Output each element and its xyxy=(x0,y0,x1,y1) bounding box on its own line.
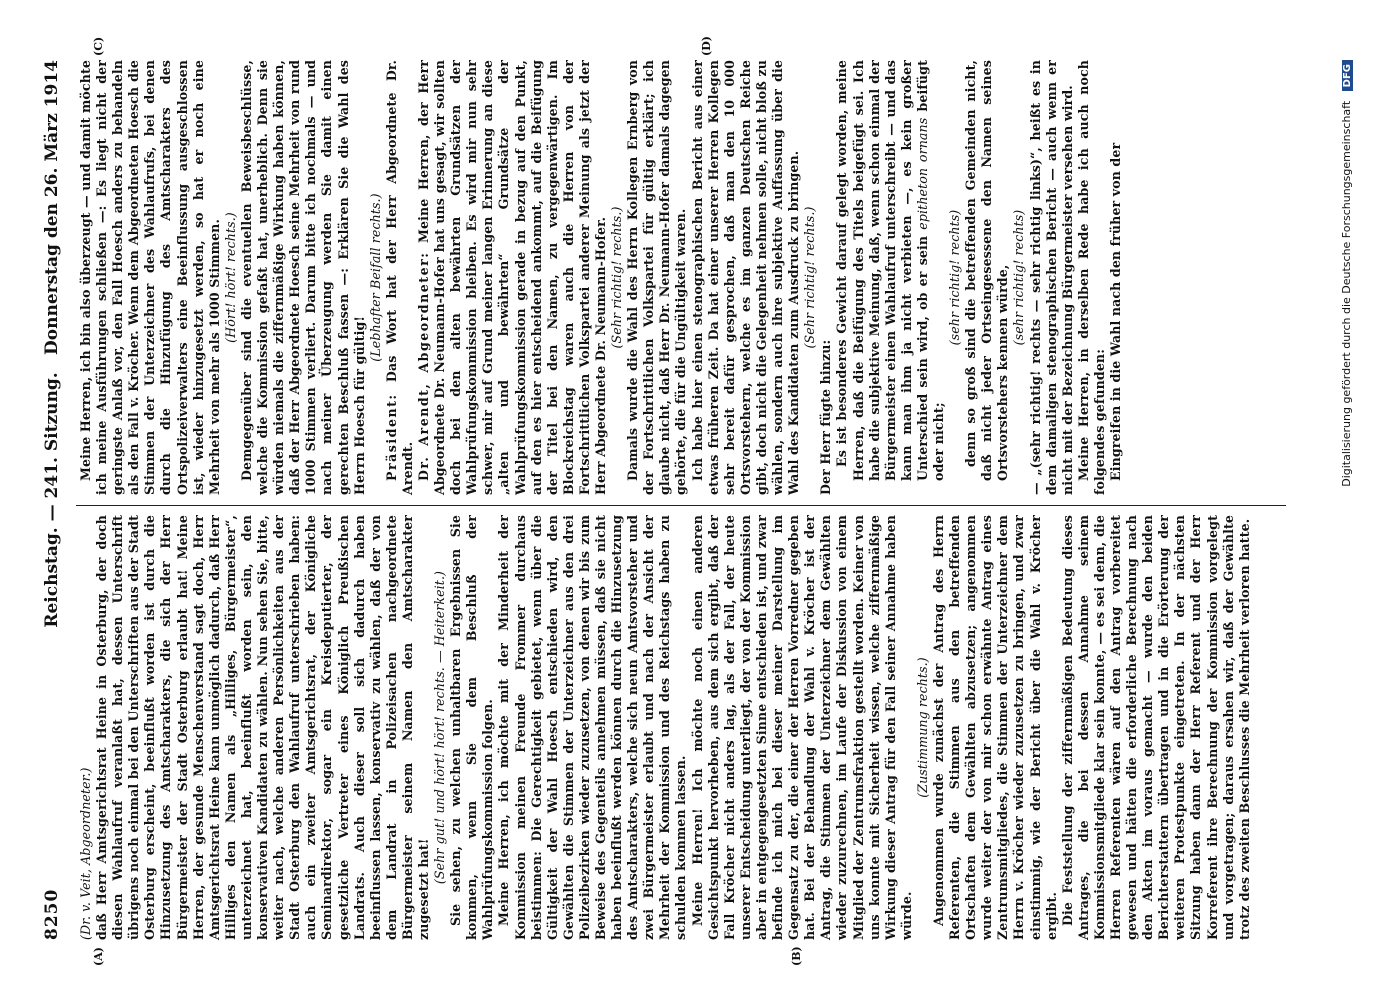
quotation: — „(sehr richtig! rechts — sehr richtig links)“, heißt es in dem damaligen stenographischen Bericht — auch wenn er nicht mit der Bezeichnung Bürgermeister versehen wird. xyxy=(1027,60,1075,495)
paragraph: Meine Herren, in derselben Rede habe ich auch noch folgendes gefunden: xyxy=(1075,60,1107,495)
page-number: 8250 xyxy=(42,888,62,940)
paragraph: Demgegenüber sind die eventuellen Beweisbeschlüsse, welche die Kommission gefaßt hat, unerheblich. Denn sie würden niemals die ziffernmäßige Wirkung haben können, daß der Herr Abgeordnete Hoesch seine Mehrheit von rund 1000 Stimmen verliert. Darum bitte ich nochmals — und nach meiner Überzeugung werden Sie damit einen gerechten Beschluß fassen —: Erklären Sie die Wahl des Herrn Hoesch für gültig! xyxy=(238,60,367,495)
speaker-text: Meine Herren, der Herr Abgeordnete Dr. Neumann-Hofer hat uns gesagt, wir sollten doch bei den alten bewährten Grundsätzen der Wahlprüfungskommission bleiben. Es wird mir nun sehr schwer, mir auf Grund meiner langen Erinnerung an diese „alten und bewährten“ Grundsätze der Wahlprüfungskommission gerade in bezug auf den Punkt, auf den es hier entscheidend ankommt, auf die Beifügung der Titel bei den Namen, zu vergegenwärtigen. Im Blockreichstag waren auch die Herren von der Fortschrittlichen Volkspartei anderer Meinung als jetzt der Herr Abgeordnete Dr. Neumann-Hofer. xyxy=(415,60,608,495)
paragraph: Angenommen wurde zunächst der Antrag des Herrn Referenten, die Stimmen aus den betreffenden Ortschaften dem Gewählten abzusetzen; angenommen wurde weiter der von mir schon erwähnte Antrag eines Zentrumsmitgliedes, die Stimmen der Unterzeichner dem Herrn v. Kröcher wieder zuzusetzen zu bringen, und zwar einstimmig, wie der Bericht über die Wahl v. Kröcher ergibt. xyxy=(930,515,1059,940)
margin-mark-b: (B) xyxy=(790,946,803,966)
quotation: denn so groß sind die betreffenden Gemeinden nicht, daß nicht jeder Ortseingesessene den Namen seines Ortsvorstehers kennen würde, xyxy=(963,60,1011,481)
interjection: (Sehr gut! und hört! hört! rechts. — Heiterkeit.) xyxy=(432,570,448,885)
interjection: (Zustimmung rechts.) xyxy=(914,657,930,798)
paragraph: Eingreifen in die Wahl nach den früher von der xyxy=(1108,142,1123,481)
speaker-intro: Dr. Arendt, Abgeordneter: xyxy=(415,251,431,481)
paragraph: Damals wurde die Wahl des Herrn Kollegen Ernberg von der Fortschrittlichen Volkspartei für gültig erklärt; ich glaube nicht, daß Herr Dr. Neumann-Hofer damals dagegen gehörte, die für die Ungültigkeit waren. xyxy=(625,60,689,495)
interjection: (sehr richtig! rechts) xyxy=(1011,209,1027,346)
quotation-end: beifügt oder nicht; xyxy=(914,60,946,481)
session-title: Reichstag. — 241. Sitzung. xyxy=(42,372,62,628)
column-divider xyxy=(76,505,1286,506)
margin-mark-a: (A) xyxy=(92,947,105,966)
paragraph: Der Herr fügte hinzu: xyxy=(818,339,834,495)
paragraph: Die Feststellung der ziffernmäßigen Bedeutung dieses Antrages, die bei dessen Annahme seinem Kommissionsmitgliede klar sein konnte, — es sei denn, die Herren Referenten wären auf den Antrag vorbereitet gewesen und hätten die erforderliche Berechnung nach den Akten im voraus gemacht — wurde den beiden Berichterstattern übertragen und in die Erörterung der weiteren Protestpunkte eingetreten. In der nächsten Sitzung haben dann der Herr Referent und der Herr Korreferent ihre Berechnung der Kommission vorgelegt und vorgetragen; daraus ersahen wir, daß der Gewählte trotz des zweiten Beschlusses die Mehrheit verloren hatte. xyxy=(1059,515,1252,940)
interjection: (Hört! hört! rechts.) xyxy=(222,212,238,343)
paragraph: daß Herr Amtsgerichtsrat Heine in Osterburg, der doch diesen Wahlaufruf veranlaßt hat, dessen Unterschrift übrigens noch einmal bei den Unterschriften aus der Stadt Osterburg erscheint, beeinflußt worden ist durch die Hinzusetzung des Amtscharakters, die sich der Herr Bürgermeister der Stadt Osterburg erlaubt hat! Meine Herren, der gesunde Menschenverstand sagt doch, Herr Amtsgerichtsrat Heine kann unmöglich dadurch, daß Herr Hilliges den Namen als „Hilliges, Bürgermeister“, unterzeichnet hat, beeinflußt worden sein, den konservativen Kandidaten zu wählen. Nun sehen Sie, bitte, weiter nach, welche anderen Persönlichkeiten aus der Stadt Osterburg den Wahlaufruf unterschrieben haben: auch ein zweiter Amtsgerichtsrat, der Königliche Seminardirektor, sogar ein Kreisdeputierter, der gesetzliche Vertreter eines Königlich Preußischen Landrats. Auch dieser soll sich dadurch haben beeinflussen lassen, konservativ zu wählen, daß der von dem Landrat in Polizeisachen nachgeordnete Bürgermeister seinem Namen den Amtscharakter zugesetzt hat! xyxy=(94,515,431,940)
quotation xyxy=(834,60,947,495)
president-text: Das Wort hat der Herr Abgeordnete Dr. Arendt. xyxy=(383,60,415,495)
president-label: Präsident: xyxy=(383,393,399,481)
interjection: (Sehr richtig! rechts.) xyxy=(609,206,625,349)
margin-mark-d: (D) xyxy=(700,36,713,56)
right-column xyxy=(78,60,1124,495)
paragraph: Meine Herren, ich möchte mit der Minderheit der Kommission meinen Freunde Frommer durchaus beistimmen: Die Gerechtigkeit gebietet, wenn über die Gültigkeit der Wahl Hoesch entschieden wird, den Gewählten die Stimmen der Unterzeichner aus den drei Polizeibezirken wieder zuzusetzen, von denen wir bis zum Beweise des Gegenteils annehmen müssen, daß sie nicht haben beeinflußt werden können durch die Hinzusetzung des Amtscharakters, welche sich neun Amtsvorsteher und zwei Bürgermeister erlaubt und nach der Ansicht der Mehrheit der Kommission und des Reichstags haben zu schulden kommen lassen. xyxy=(496,515,689,940)
margin-mark-c: (C) xyxy=(92,36,105,56)
session-date: Donnerstag den 26. März 1914 xyxy=(42,60,62,355)
speaker-paragraph xyxy=(416,60,609,495)
interjection: (sehr richtig! rechts) xyxy=(947,209,963,346)
left-column xyxy=(78,515,1253,940)
page-header xyxy=(42,60,68,940)
interjection: (Lebhafter Beifall rechts.) xyxy=(367,193,383,362)
quotation-text: Es ist besonderes Gewicht darauf gelegt worden, meine Herren, daß die Beifügung des Titels beigefügt sei. Ich habe die subjektive Meinung, daß, wenn schon einmal der Bürgermeister einen Wahlaufruf unterschreibt — und das kann man ihm ja nicht verbieten —, es kein großer Unterschied sein wird, ob er sein xyxy=(834,60,930,481)
speaker-reference: (Dr. v. Veit, Abgeordneter.) xyxy=(78,767,93,940)
paragraph: Sie sehen, zu welchen unhaltbaren Ergebnissen Sie kommen, wenn Sie dem Beschluß der Wahlprüfungskommission folgen. xyxy=(448,515,496,940)
dfg-logo: DFG xyxy=(1342,60,1353,91)
paragraph: Meine Herren, ich bin also überzeugt — und damit möchte ich meine Ausführungen schließen —: Es liegt nicht der geringste Anlaß vor, den Fall Hoesch anders zu behandeln als den Fall v. Kröcher. Wenn dem Abgeordneten Hoesch die Stimmen der Unterzeichner des Wahlaufrufs, bei denen durch die Hinzufügung des Amtscharakters des Ortspolizeiverwalters eine Beeinflussung ausgeschlossen ist, wieder hinzugesetzt werden, so hat er noch eine Mehrheit von mehr als 1000 Stimmen. xyxy=(78,60,222,495)
digitization-credit xyxy=(1340,60,1353,940)
quotation-latin: epitheton ornans xyxy=(914,117,930,230)
president-paragraph xyxy=(384,60,416,495)
credit-text: Digitalisierung gefördert durch die Deutsche Forschungsgemeinschaft xyxy=(1340,100,1353,487)
paragraph: Meine Herren! Ich möchte noch einen anderen Gesichtspunkt hervorheben, aus dem sich ergibt, daß der Fall Kröcher nicht anders lag, als der Fall, der heute unserer Entscheidung unterliegt, der von der Kommission aber in entgegengesetzten Sinne entschieden ist, und zwar befinde ich mich bei dieser meiner Darstellung im Gegensatz zu der, die einer der Herren Vorredner gegeben hat. Bei der Behandlung der Wahl v. Kröcher ist der Antrag, die Stimmen der Unterzeichner dem Gewählten wieder zuzurechnen, im Laufe der Diskussion von einem Mitglied der Zentrumsfraktion gestellt worden. Keiner von uns konnte mit Sicherheit wissen, welche ziffernmäßige Wirkung dieser Antrag für den Fall seiner Annahme haben würde. xyxy=(689,515,914,940)
paragraph: Ich habe hier einen stenographischen Bericht aus einer etwas früheren Zeit. Da hat einer unserer Herren Kollegen sehr bereit dafür gesprochen, daß man den 10 000 Ortsvorstehern, welche es im ganzen Deutschen Reiche gibt, doch nicht die Gelegenheit nehmen solle, nicht bloß zu wählen, sondern auch ihre subjektive Auffassung über die Wahl des Kandidaten zum Ausdruck zu bringen. xyxy=(689,60,802,495)
interjection: (Sehr richtig! rechts.) xyxy=(802,206,818,349)
